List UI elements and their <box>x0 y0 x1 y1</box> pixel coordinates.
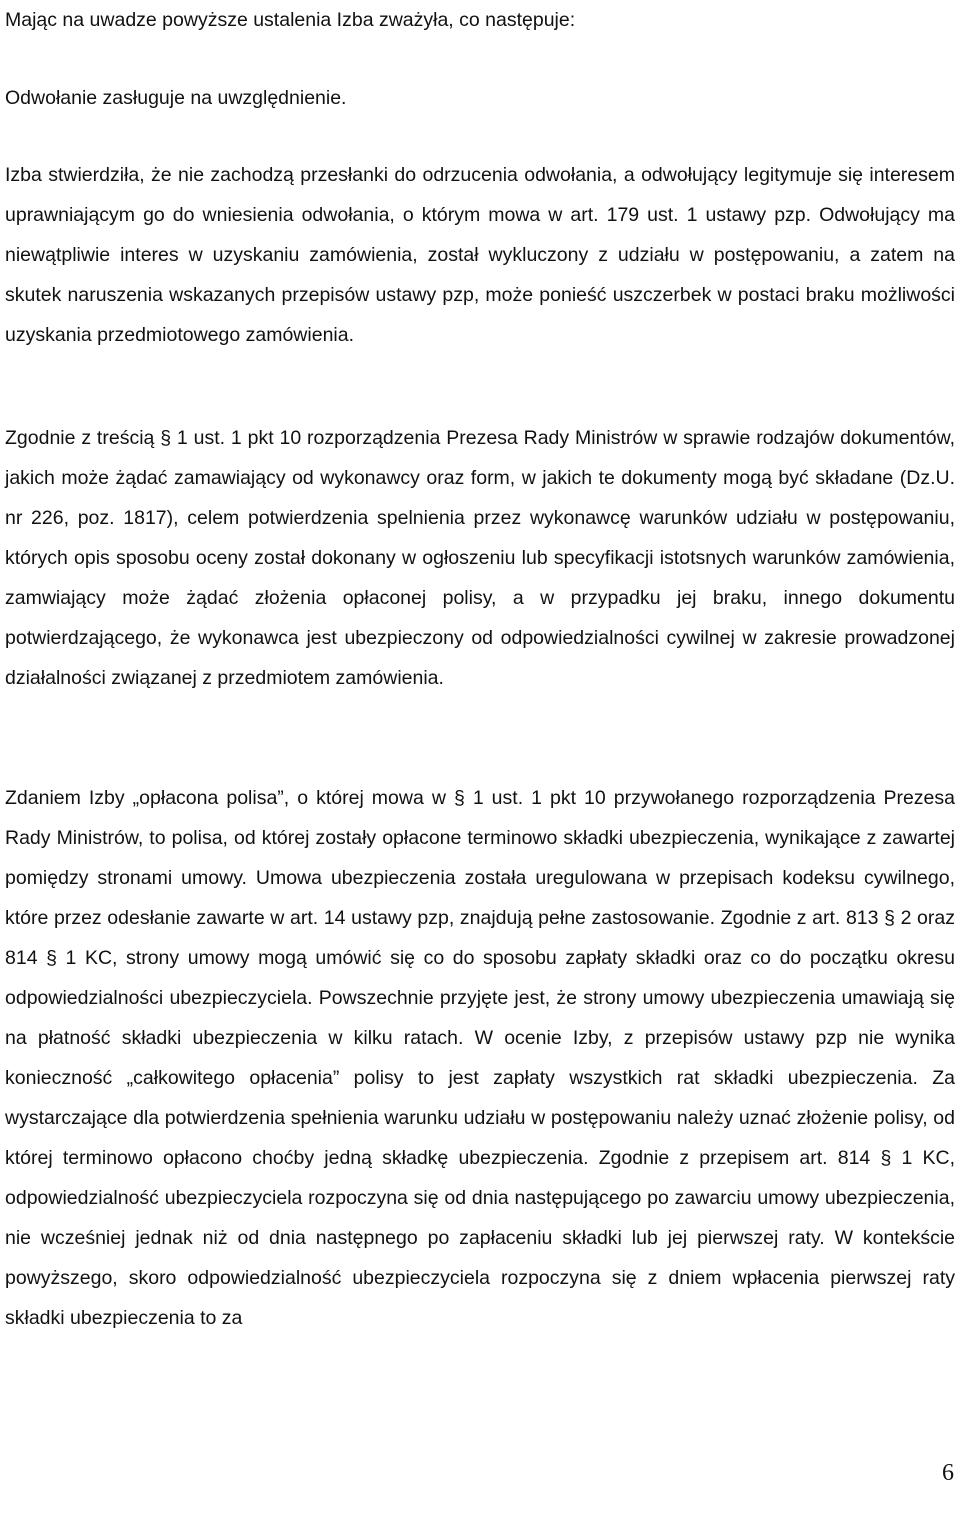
page-number: 6 <box>942 1460 954 1486</box>
paragraph-conclusion: Odwołanie zasługuje na uwzględnienie. <box>5 87 347 109</box>
paragraph-policy: Zdaniem Izby „opłacona polisa”, o której mowa w § 1 ust. 1 pkt 10 przywołanego rozporządzenia Prezesa Rady Ministrów, to polisa, od której zostały opłacone terminowo składki ubezpieczenia, wynikające z zawartej pomiędzy stronami umowy. Umowa ubezpieczenia została uregulowana w przepisach kodeksu cywilnego, które przez odesłanie zawarte w art. 14 ustawy pzp, znajdują pełne zastosowanie. Zgodnie z art. 813 § 2 oraz 814 § 1 KC, strony umowy mogą umówić się co do sposobu zapłaty składki oraz co do początku okresu odpowiedzialności ubezpieczyciela. Powszechnie przyjęte jest, że strony umowy ubezpieczenia umawiają się na płatność składki ubezpieczenia w kilku ratach. W ocenie Izby, z przepisów ustawy pzp nie wynika konieczność „całkowitego opłacenia” polisy to jest zapłaty wszystkich rat składki ubezpieczenia. Za wystarczające dla potwierdzenia spełnienia warunku udziału w postępowaniu należy uznać złożenie polisy, od której terminowo opłacono choćby jedną składkę ubezpieczenia. Zgodnie z przepisem art. 814 § 1 KC, odpowiedzialność ubezpieczyciela rozpoczyna się od dnia następującego po zawarciu umowy ubezpieczenia, nie wcześniej jednak niż od dnia następnego po zapłaceniu składki lub jej pierwszej raty. W kontekście powyższego, skoro odpowiedzialność ubezpieczyciela rozpoczyna się z dniem wpłacenia pierwszej raty składki ubezpieczenia to za <box>5 787 955 1329</box>
paragraph-standing: Izba stwierdziła, że nie zachodzą przesłanki do odrzucenia odwołania, a odwołujący legitymuje się interesem uprawniającym go do wniesienia odwołania, o którym mowa w art. 179 ust. 1 ustawy pzp. Odwołujący ma niewątpliwie interes w uzyskaniu zamówienia, został wykluczony z udziału w postępowaniu, a zatem na skutek naruszenia wskazanych przepisów ustawy pzp, może ponieść uszczerbek w postaci braku możliwości uzyskania przedmiotowego zamówienia. <box>5 164 955 346</box>
paragraph-regulation: Zgodnie z treścią § 1 ust. 1 pkt 10 rozporządzenia Prezesa Rady Ministrów w sprawie rodzajów dokumentów, jakich może żądać zamawiający od wykonawcy oraz form, w jakich te dokumenty mogą być składane (Dz.U. nr 226, poz. 1817), celem potwierdzenia spelnienia przez wykonawcę warunków udziału w postępowaniu, których opis sposobu oceny został dokonany w ogłoszeniu lub specyfikacji istotsnych warunków zamówienia, zamwiający może żądać złożenia opłaconej polisy, a w przypadku jej braku, innego dokumentu potwierdzającego, że wykonawca jest ubezpieczony od odpowiedzialności cywilnej w zakresie prowadzonej działalności związanej z przedmiotem zamówienia. <box>5 427 955 689</box>
paragraph-intro: Mając na uwadze powyższe ustalenia Izba zważyła, co następuje: <box>5 9 576 31</box>
